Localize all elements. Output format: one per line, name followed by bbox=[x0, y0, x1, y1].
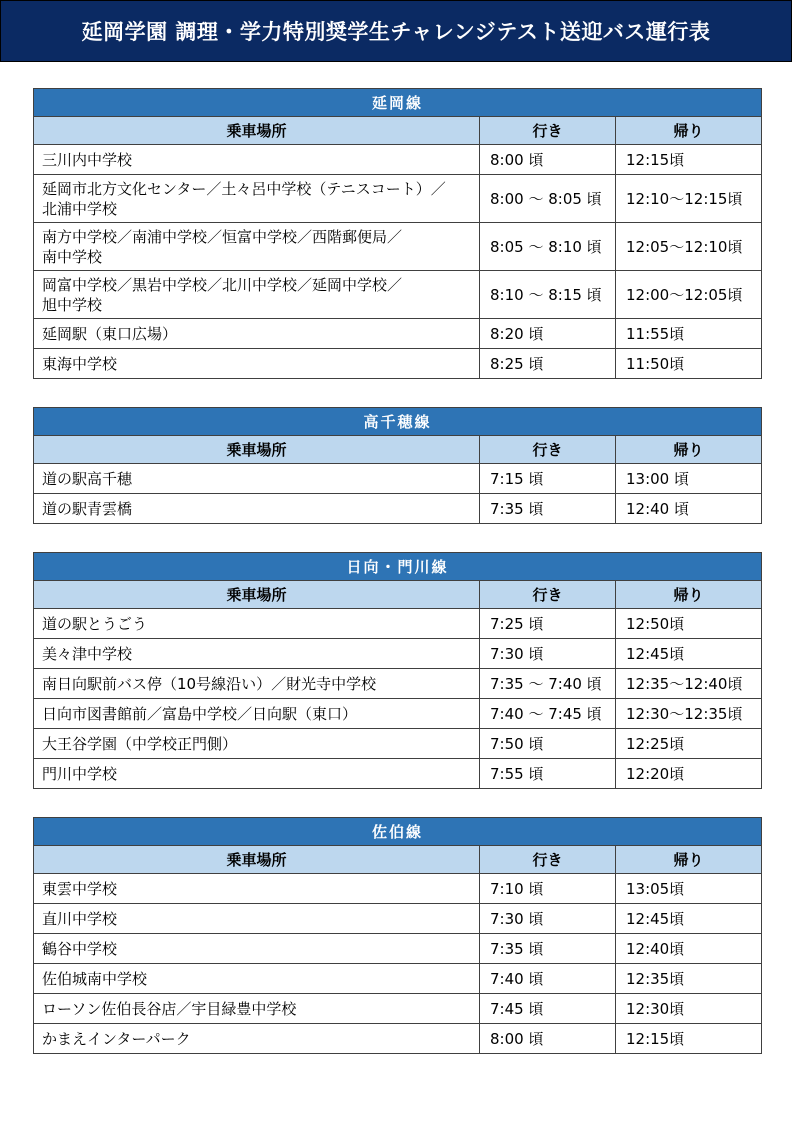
table-row bbox=[34, 1024, 762, 1054]
title-bar bbox=[0, 0, 792, 62]
stop-place: 直川中学校 bbox=[34, 904, 480, 934]
route-table-nobeoka bbox=[33, 88, 762, 379]
back-time: 12:30～12:35頃 bbox=[616, 699, 762, 729]
table-row bbox=[34, 609, 762, 639]
back-time: 12:40頃 bbox=[616, 934, 762, 964]
go-time: 7:50 頃 bbox=[480, 729, 616, 759]
go-time: 7:45 頃 bbox=[480, 994, 616, 1024]
back-time: 12:20頃 bbox=[616, 759, 762, 789]
go-time: 8:00 ～ 8:05 頃 bbox=[480, 175, 616, 223]
go-time: 8:05 ～ 8:10 頃 bbox=[480, 223, 616, 271]
back-time: 12:35頃 bbox=[616, 964, 762, 994]
table-row bbox=[34, 964, 762, 994]
table-row bbox=[34, 349, 762, 379]
header-go: 行き bbox=[480, 581, 616, 609]
route-name: 佐伯線 bbox=[34, 818, 762, 846]
back-time: 12:35～12:40頃 bbox=[616, 669, 762, 699]
header-back: 帰り bbox=[616, 436, 762, 464]
route-table-takachiho bbox=[33, 407, 762, 524]
table-row bbox=[34, 145, 762, 175]
stop-place: 延岡市北方文化センター／土々呂中学校（テニスコート）／ 北浦中学校 bbox=[34, 175, 480, 223]
header-place: 乗車場所 bbox=[34, 436, 480, 464]
route-table-saiki bbox=[33, 817, 762, 1054]
back-time: 12:40 頃 bbox=[616, 494, 762, 524]
stop-place: 三川内中学校 bbox=[34, 145, 480, 175]
stop-place: 南方中学校／南浦中学校／恒富中学校／西階郵便局／ 南中学校 bbox=[34, 223, 480, 271]
back-time: 12:25頃 bbox=[616, 729, 762, 759]
header-go: 行き bbox=[480, 117, 616, 145]
back-time: 13:00 頃 bbox=[616, 464, 762, 494]
go-time: 7:35 頃 bbox=[480, 934, 616, 964]
go-time: 7:30 頃 bbox=[480, 904, 616, 934]
table-row bbox=[34, 639, 762, 669]
route-name: 延岡線 bbox=[34, 89, 762, 117]
go-time: 8:00 頃 bbox=[480, 145, 616, 175]
go-time: 7:30 頃 bbox=[480, 639, 616, 669]
stop-place: 東雲中学校 bbox=[34, 874, 480, 904]
header-back: 帰り bbox=[616, 117, 762, 145]
stop-place: ローソン佐伯長谷店／宇目緑豊中学校 bbox=[34, 994, 480, 1024]
header-place: 乗車場所 bbox=[34, 846, 480, 874]
table-row bbox=[34, 669, 762, 699]
table-row bbox=[34, 874, 762, 904]
table-row bbox=[34, 271, 762, 319]
header-back: 帰り bbox=[616, 846, 762, 874]
table-row bbox=[34, 699, 762, 729]
header-place: 乗車場所 bbox=[34, 581, 480, 609]
back-time: 13:05頃 bbox=[616, 874, 762, 904]
back-time: 12:10～12:15頃 bbox=[616, 175, 762, 223]
table-row bbox=[34, 223, 762, 271]
stop-place: 岡富中学校／黒岩中学校／北川中学校／延岡中学校／ 旭中学校 bbox=[34, 271, 480, 319]
page-title: 延岡学園 調理・学力特別奨学生チャレンジテスト送迎バス運行表 bbox=[81, 20, 711, 44]
table-row bbox=[34, 319, 762, 349]
back-time: 12:15頃 bbox=[616, 145, 762, 175]
table-row bbox=[34, 729, 762, 759]
back-time: 11:55頃 bbox=[616, 319, 762, 349]
header-go: 行き bbox=[480, 846, 616, 874]
go-time: 7:10 頃 bbox=[480, 874, 616, 904]
back-time: 12:15頃 bbox=[616, 1024, 762, 1054]
stop-place: 鶴谷中学校 bbox=[34, 934, 480, 964]
stop-place: 道の駅高千穂 bbox=[34, 464, 480, 494]
go-time: 8:20 頃 bbox=[480, 319, 616, 349]
go-time: 7:35 ～ 7:40 頃 bbox=[480, 669, 616, 699]
back-time: 12:50頃 bbox=[616, 609, 762, 639]
stop-place: 南日向駅前バス停（10号線沿い）／財光寺中学校 bbox=[34, 669, 480, 699]
header-back: 帰り bbox=[616, 581, 762, 609]
go-time: 7:15 頃 bbox=[480, 464, 616, 494]
stop-place: 延岡駅（東口広場） bbox=[34, 319, 480, 349]
stop-place: 美々津中学校 bbox=[34, 639, 480, 669]
route-name: 日向・門川線 bbox=[34, 553, 762, 581]
go-time: 8:25 頃 bbox=[480, 349, 616, 379]
back-time: 11:50頃 bbox=[616, 349, 762, 379]
table-row bbox=[34, 759, 762, 789]
go-time: 8:00 頃 bbox=[480, 1024, 616, 1054]
go-time: 7:40 頃 bbox=[480, 964, 616, 994]
go-time: 7:35 頃 bbox=[480, 494, 616, 524]
stop-place: 日向市図書館前／富島中学校／日向駅（東口） bbox=[34, 699, 480, 729]
go-time: 7:25 頃 bbox=[480, 609, 616, 639]
header-place: 乗車場所 bbox=[34, 117, 480, 145]
header-go: 行き bbox=[480, 436, 616, 464]
table-row bbox=[34, 904, 762, 934]
stop-place: 東海中学校 bbox=[34, 349, 480, 379]
back-time: 12:45頃 bbox=[616, 904, 762, 934]
go-time: 7:40 ～ 7:45 頃 bbox=[480, 699, 616, 729]
table-row bbox=[34, 994, 762, 1024]
route-table-hyuga-kadogawa bbox=[33, 552, 762, 789]
stop-place: 門川中学校 bbox=[34, 759, 480, 789]
stop-place: 佐伯城南中学校 bbox=[34, 964, 480, 994]
route-name: 高千穂線 bbox=[34, 408, 762, 436]
table-row bbox=[34, 175, 762, 223]
back-time: 12:05～12:10頃 bbox=[616, 223, 762, 271]
back-time: 12:30頃 bbox=[616, 994, 762, 1024]
table-row bbox=[34, 494, 762, 524]
stop-place: 道の駅とうごう bbox=[34, 609, 480, 639]
back-time: 12:45頃 bbox=[616, 639, 762, 669]
stop-place: 道の駅青雲橋 bbox=[34, 494, 480, 524]
stop-place: かまえインターパーク bbox=[34, 1024, 480, 1054]
go-time: 7:55 頃 bbox=[480, 759, 616, 789]
table-row bbox=[34, 464, 762, 494]
stop-place: 大王谷学園（中学校正門側） bbox=[34, 729, 480, 759]
go-time: 8:10 ～ 8:15 頃 bbox=[480, 271, 616, 319]
back-time: 12:00～12:05頃 bbox=[616, 271, 762, 319]
table-row bbox=[34, 934, 762, 964]
